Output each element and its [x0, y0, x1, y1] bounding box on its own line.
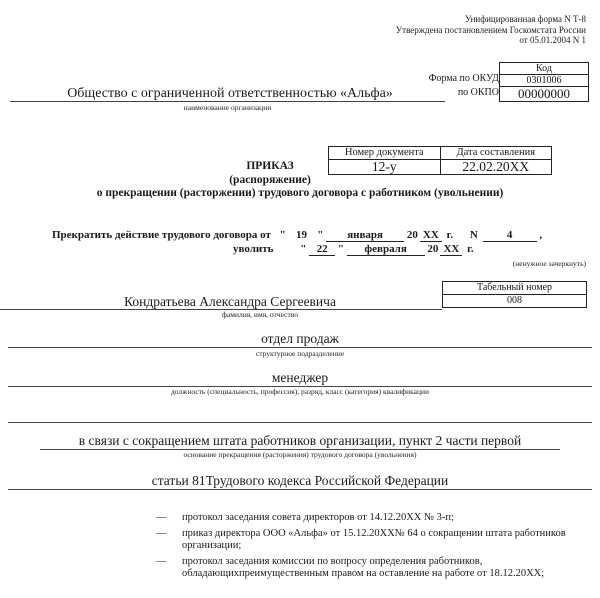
- dash-bullet: —: [156, 527, 167, 539]
- code-table: [499, 62, 589, 102]
- list-item-text: протокол заседания комиссии по вопросу определения работников, обладающихпреимущественным правом на оставление на работе от 18.12.20XX;: [182, 555, 545, 579]
- dismiss-day[interactable]: 22: [309, 244, 335, 256]
- department-underline: [8, 347, 592, 348]
- dismiss-row: уволить " 22 " февраля 20 XX г.: [233, 243, 474, 255]
- employee-name[interactable]: Кондратьева Александра Сергеевича: [124, 294, 336, 309]
- list-item: [156, 556, 576, 581]
- position-caption: должность (специальность, профессия), разряд, класс (категория) квалификации: [170, 387, 430, 396]
- dismiss-year[interactable]: XX: [440, 244, 462, 256]
- list-item-text: приказ директора ООО «Альфа» от 15.12.20XX№ 64 о сокращении штата работников организации;: [182, 527, 566, 551]
- document-table: [328, 146, 552, 175]
- order-subtitle: (распоряжение): [229, 174, 311, 186]
- basis-caption: основание прекращения (расторжения) трудового договора (увольнения): [183, 450, 417, 459]
- dash-bullet: —: [156, 512, 167, 523]
- organization-underline: [10, 101, 445, 102]
- document-date-value[interactable]: 22.02.20XX: [440, 160, 552, 175]
- dash-bullet: —: [156, 555, 167, 567]
- basis-line-2[interactable]: статьи 81Трудового кодекса Российской Федерации: [151, 473, 449, 488]
- tab-number-header: Табельный номер: [443, 282, 587, 295]
- list-item: [156, 512, 576, 525]
- document-number-header: Номер документа: [329, 147, 441, 160]
- form-type-label: Унифицированная форма N Т-8: [465, 14, 586, 24]
- employee-name-caption: фамилия, имя, отчество: [222, 310, 298, 319]
- basis-documents-list: [156, 512, 576, 584]
- okpo-value[interactable]: 00000000: [500, 87, 589, 102]
- tab-number-value[interactable]: 008: [443, 295, 587, 308]
- tab-number-table: [442, 281, 587, 308]
- document-date-header: Дата составления: [440, 147, 552, 160]
- okud-value[interactable]: 0301006: [500, 75, 589, 87]
- contract-year[interactable]: XX: [420, 230, 442, 242]
- order-title: ПРИКАЗ: [246, 160, 294, 172]
- dismiss-label: уволить: [233, 243, 274, 255]
- basis-line-1[interactable]: в связи с сокращением штата работников организации, пункт 2 части первой: [78, 433, 522, 448]
- terminate-label: Прекратить действие трудового договора от: [52, 229, 271, 241]
- form-header: [326, 14, 586, 46]
- list-item: [156, 528, 576, 553]
- okud-label: Форма по ОКУД: [428, 73, 499, 84]
- list-item-text: протокол заседания совета директоров от 14.12.20XX № 3-п;: [182, 512, 454, 523]
- contract-day[interactable]: 19: [295, 229, 307, 241]
- blank-underline: [8, 422, 592, 423]
- department-caption: структурное подразделение: [255, 349, 345, 358]
- form-approval-label: Утверждена постановлением Госкомстата России: [395, 24, 586, 35]
- department-value[interactable]: отдел продаж: [261, 331, 339, 346]
- terminate-row: Прекратить действие трудового договора от " 19 " января 20 XX г. N 4 ,: [52, 229, 543, 241]
- basis-underline-2: [8, 489, 592, 490]
- position-value[interactable]: менеджер: [271, 370, 329, 385]
- form-approval-date: от 05.01.2004 N 1: [519, 35, 586, 45]
- document-number-value[interactable]: 12-у: [329, 160, 441, 175]
- dismiss-month[interactable]: февраля: [347, 244, 425, 256]
- organization-name[interactable]: Общество с ограниченной ответственностью «Альфа»: [67, 86, 393, 101]
- strike-note: (ненужное зачеркнуть): [512, 259, 586, 268]
- okpo-label: по ОКПО: [457, 87, 499, 98]
- contract-number[interactable]: 4: [483, 230, 537, 242]
- organization-caption: наименование организации: [183, 103, 272, 112]
- order-description: о прекращении (расторжении) трудового договора с работником (увольнении): [96, 187, 504, 199]
- contract-month[interactable]: января: [326, 230, 404, 242]
- code-header: Код: [500, 63, 589, 75]
